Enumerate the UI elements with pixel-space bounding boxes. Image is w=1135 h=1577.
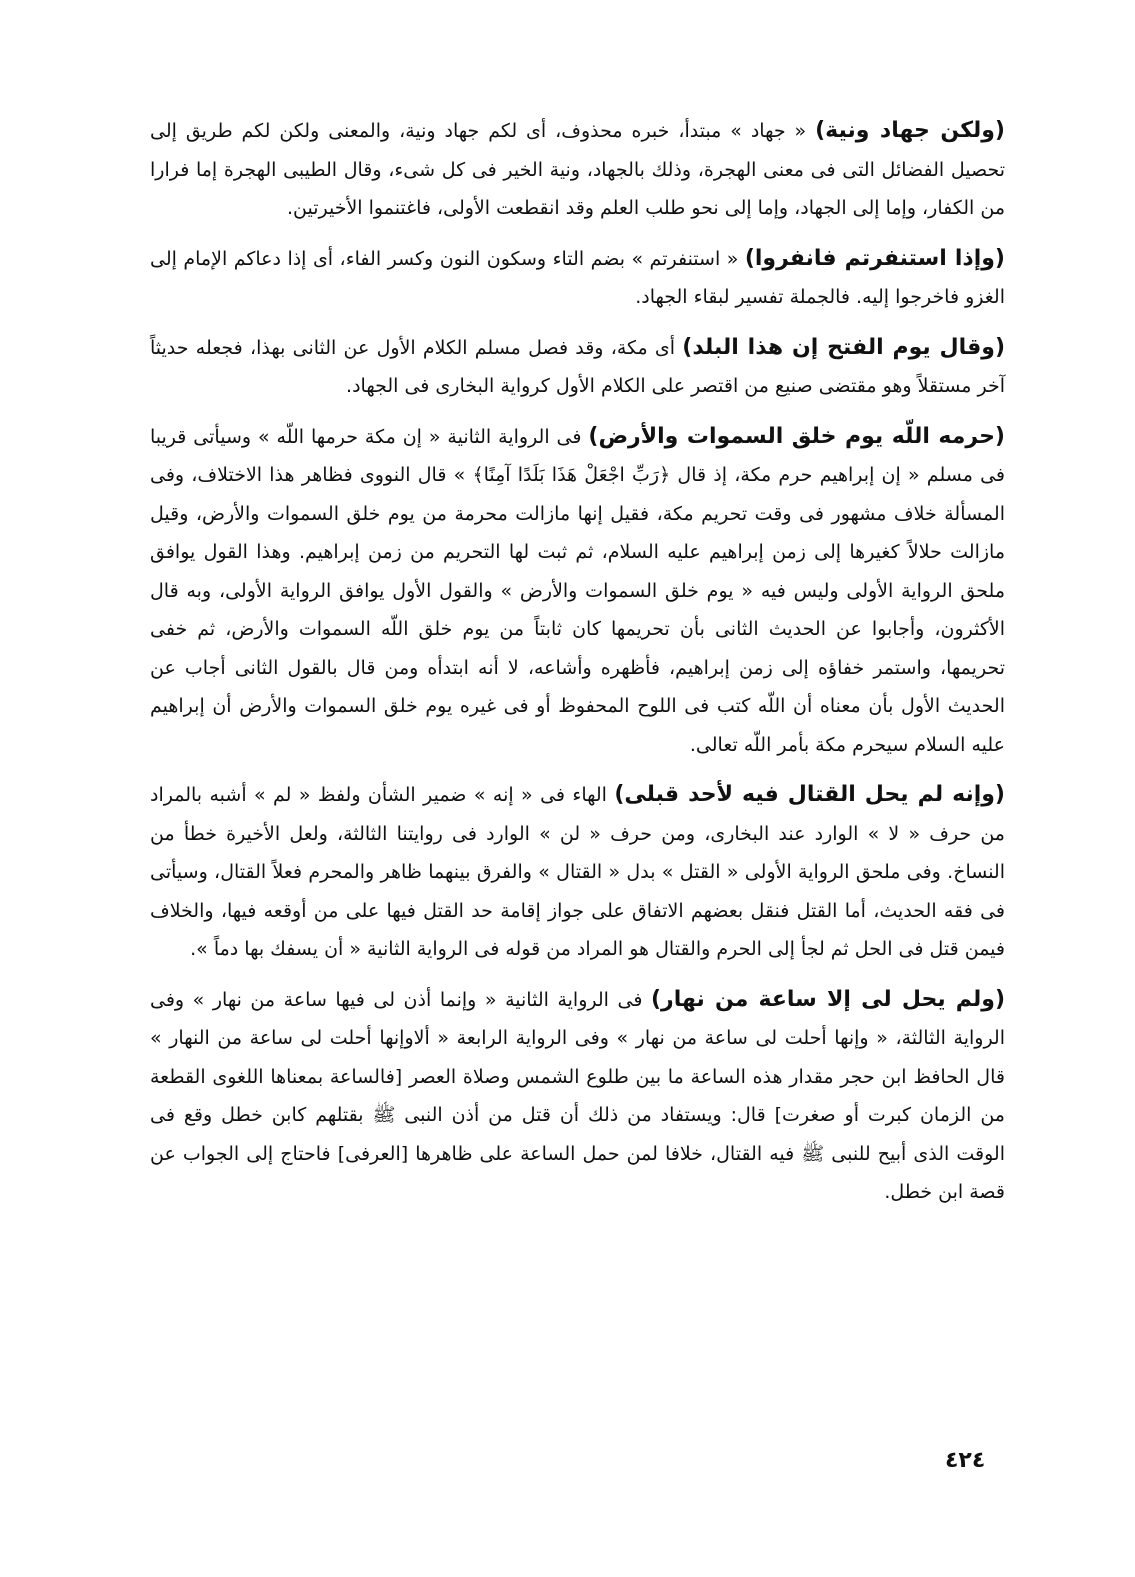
paragraph-heading: (حرمه اللّه يوم خلق السموات والأرض) — [588, 423, 1005, 449]
paragraph-text: « جهاد » مبتدأ، خبره محذوف، أى لكم جهاد ونية، والمعنى ولكن لكم طريق إلى تحصيل الفضائل التى فى معنى الهجرة، وذلك بالجهاد، ونية الخير فى كل شىء، وقال الطيبى الهجرة إما فرارا من الكفار، وإما إلى الجهاد، وإما إلى نحو طلب العلم وقد انقطعت الأولى، فاغتنموا الأخيرتين. — [150, 120, 1005, 219]
paragraph-istinfar — [150, 240, 1005, 317]
paragraph-tahrim — [150, 418, 1005, 765]
paragraph-heading: (وإذا استنفرتم فانفروا) — [744, 245, 1005, 271]
paragraph-text: أى مكة، وقد فصل مسلم الكلام الأول عن الثانى بهذا، فجعله حديثاً آخر مستقلاً وهو مقتضى صنيع من اقتصر على الكلام الأول كرواية البخارى فى الجهاد. — [150, 336, 1005, 397]
paragraph-saa — [150, 981, 1005, 1212]
page-body — [150, 112, 1005, 1224]
paragraph-text: « استنفرتم » بضم التاء وسكون النون وكسر الفاء، أى إذا دعاكم الإمام إلى الغزو فاخرجوا إليه. فالجملة تفسير لبقاء الجهاد. — [150, 247, 1005, 308]
paragraph-heading: (وقال يوم الفتح إن هذا البلد) — [682, 334, 1005, 360]
paragraph-qital — [150, 776, 1005, 969]
paragraph-text: الهاء فى « إنه » ضمير الشأن ولفظ « لم » أشبه بالمراد من حرف « لا » الوارد عند البخارى، ومن حرف « لن » الوارد فى روايتنا الثالثة، ولعل الأخيرة خطأ من النساخ. وفى ملحق الرواية الأولى « القتل » بدل « القتال » والفرق بينهما ظاهر والمحرم فعلاً القتال، وسيأتى فى فقه الحديث، أما القتل فنقل بعضهم الاتفاق على جواز إقامة حد القتل فيها على من أوقعه فيها، والخلاف فيمن قتل فى الحل ثم لجأ إلى الحرم والقتال هو المراد من قوله فى الرواية الثانية « أن يسفك بها دماً ». — [150, 784, 1005, 960]
paragraph-text: فى الرواية الثانية « وإنما أذن لى فيها ساعة من نهار » وفى الرواية الثالثة، « وإنها أحلت لى ساعة من نهار » وفى الرواية الرابعة « ألاوإنها أحلت لى ساعة من النهار » قال الحافظ ابن حجر مقدار هذه الساعة ما بين طلوع الشمس وصلاة العصر [فالساعة بمعناها اللغوى القطعة من الزمان كبرت أو صغرت] قال: ويستفاد من ذلك أن قتل من أذن النبى ﷺ بقتلهم كابن خطل وقع فى الوقت الذى أبيح للنبى ﷺ فيه القتال، خلافا لمن حمل الساعة على ظاهرها [العرفى] فاحتاج إلى الجواب عن قصة ابن خطل. — [150, 988, 1005, 1203]
paragraph-jihad-niyya — [150, 112, 1005, 228]
page-number: ٤٢٤ — [945, 1448, 986, 1473]
paragraph-heading: (ولم يحل لى إلا ساعة من نهار) — [651, 986, 1006, 1012]
paragraph-heading: (ولكن جهاد ونية) — [815, 118, 1005, 143]
paragraph-text: فى الرواية الثانية « إن مكة حرمها اللّه » وسيأتى قريبا فى مسلم « إن إبراهيم حرم مكة، إذ قال ﴿رَبِّ اجْعَلْ هَذَا بَلَدًا آمِنًا﴾ » قال النووى فظاهر هذا الاختلاف، وفى المسألة خلاف مشهور فى وقت تحريم مكة، فقيل إنها مازالت محرمة من يوم خلق السموات والأرض، وقيل مازالت حلالاً كغيرها إلى زمن إبراهيم عليه السلام، ثم ثبت لها التحريم من زمن إبراهيم. وهذا القول يوافق ملحق الرواية الأولى وليس فيه « يوم خلق السموات والأرض » والقول الأول يوافق الرواية الأولى، وبه قال الأكثرون، وأجابوا عن الحديث الثانى بأن تحريمها كان ثابتاً من يوم خلق اللّه السموات والأرض، ثم خفى تحريمها، واستمر خفاؤه إلى زمن إبراهيم، فأظهره وأشاعه، لا أنه ابتدأه ومن قال بالقول الثانى أجاب عن الحديث الأول بأن معناه أن اللّه كتب فى اللوح المحفوظ أو فى غيره يوم خلق السموات والأرض أن إبراهيم عليه السلام سيحرم مكة بأمر اللّه تعالى. — [150, 425, 1005, 756]
paragraph-fath — [150, 329, 1005, 406]
paragraph-heading: (وإنه لم يحل القتال فيه لأحد قبلى) — [614, 782, 1005, 807]
